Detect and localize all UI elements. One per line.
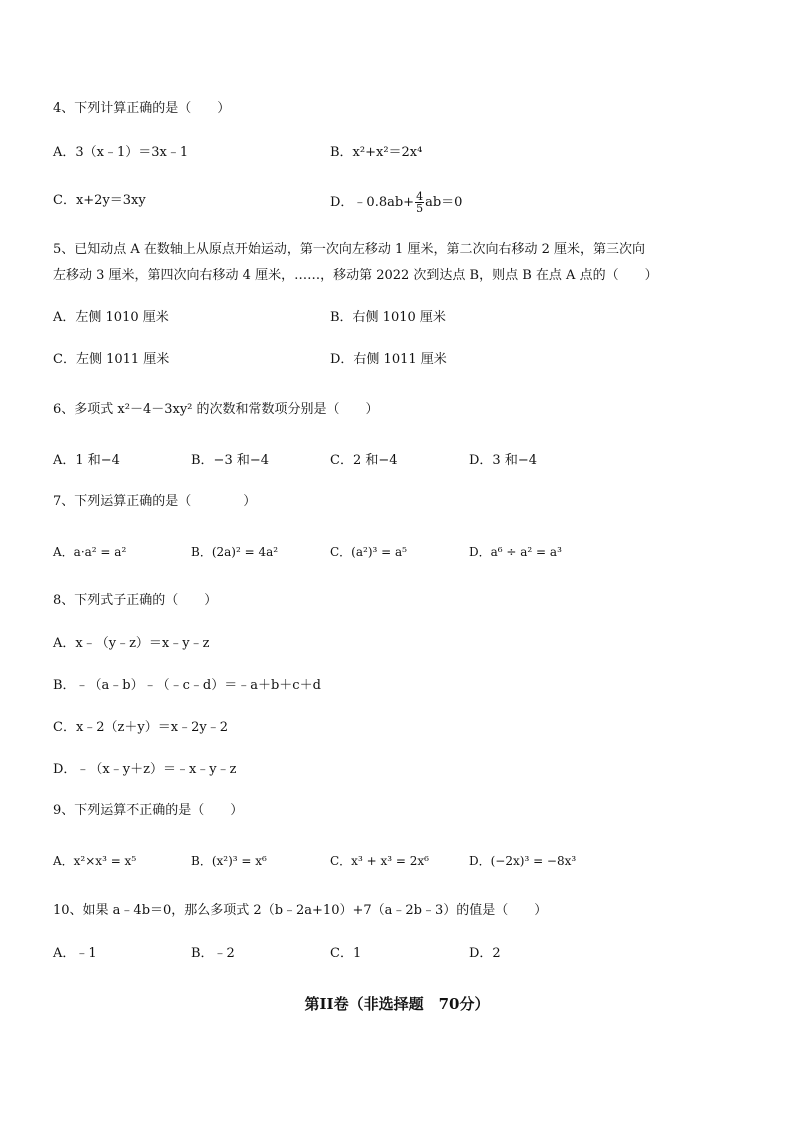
q7-option-b: B．(2a)² = 4a² xyxy=(191,545,279,559)
q5-option-c: C．左侧 1011 厘米 xyxy=(53,352,170,367)
q5-option-b: B．右侧 1010 厘米 xyxy=(330,310,446,325)
q8-stem: 8、下列式子正确的（ ） xyxy=(53,593,218,608)
q9-option-b: B．(x²)³ = x⁶ xyxy=(191,854,267,868)
q4-option-a: A．3（x﹣1）＝3x﹣1 xyxy=(53,145,189,160)
q5-option-d: D．右侧 1011 厘米 xyxy=(330,352,447,367)
q6-option-a: A．1 和−4 xyxy=(53,453,120,468)
q4-d-prefix: D．﹣0.8ab+ xyxy=(330,195,415,210)
q5-stem-line2: 左移动 3 厘米，第四次向右移动 4 厘米，……，移动第 2022 次到达点 B，则点 B 在点 A 点的（ ） xyxy=(53,268,658,283)
q10-option-d: D．2 xyxy=(469,946,501,961)
q10-option-a: A．﹣1 xyxy=(53,946,97,961)
q10-stem: 10、如果 a﹣4b＝0，那么多项式 2（b﹣2a+10）+7（a﹣2b﹣3）的值是（ ） xyxy=(53,903,548,918)
q7-stem: 7、下列运算正确的是（ ） xyxy=(53,494,257,509)
q5-stem-line1: 5、已知动点 A 在数轴上从原点开始运动，第一次向左移动 1 厘米，第二次向右移动 2 厘米，第三次向 xyxy=(53,242,645,257)
q10-option-c: C．1 xyxy=(330,946,362,961)
q7-option-c: C．(a²)³ = a⁵ xyxy=(330,545,407,559)
q9-option-d: D．(−2x)³ = −8x³ xyxy=(469,854,577,868)
q4-option-c: C．x+2y＝3xy xyxy=(53,193,146,208)
q8-option-d: D．﹣（x﹣y＋z）＝﹣x﹣y﹣z xyxy=(53,762,237,777)
q6-stem: 6、多项式 x²－4－3xy² 的次数和常数项分别是（ ） xyxy=(53,402,379,417)
q6-option-d: D．3 和−4 xyxy=(469,453,537,468)
q9-stem: 9、下列运算不正确的是（ ） xyxy=(53,803,244,818)
q4-stem: 4、下列计算正确的是（ ） xyxy=(53,101,231,116)
q7-option-d: D．a⁶ ÷ a² = a³ xyxy=(469,545,562,559)
q8-option-a: A．x﹣（y﹣z）＝x﹣y﹣z xyxy=(53,636,210,651)
q4-option-d xyxy=(330,191,462,214)
q5-option-a: A．左侧 1010 厘米 xyxy=(53,310,169,325)
q8-option-b: B．﹣（a﹣b）﹣（﹣c﹣d）＝﹣a＋b＋c＋d xyxy=(53,678,321,693)
q8-option-c: C．x﹣2（z＋y）＝x﹣2y﹣2 xyxy=(53,720,228,735)
q4-d-denominator: 5 xyxy=(416,202,424,215)
q10-option-b: B．﹣2 xyxy=(191,946,235,961)
q4-option-b: B．x²+x²＝2x⁴ xyxy=(330,145,423,160)
q4-d-numerator: 4 xyxy=(416,190,424,203)
q7-option-a: A．a·a² = a² xyxy=(53,545,127,559)
q9-option-a: A．x²×x³ = x⁵ xyxy=(53,854,137,868)
q6-option-b: B．−3 和−4 xyxy=(191,453,270,468)
q9-option-c: C．x³ + x³ = 2x⁶ xyxy=(330,854,429,868)
q4-d-fraction xyxy=(415,191,424,214)
section-title: 第II卷（非选择题 70分） xyxy=(304,995,490,1013)
q6-option-c: C．2 和−4 xyxy=(330,453,398,468)
q4-d-suffix: ab＝0 xyxy=(425,195,463,210)
